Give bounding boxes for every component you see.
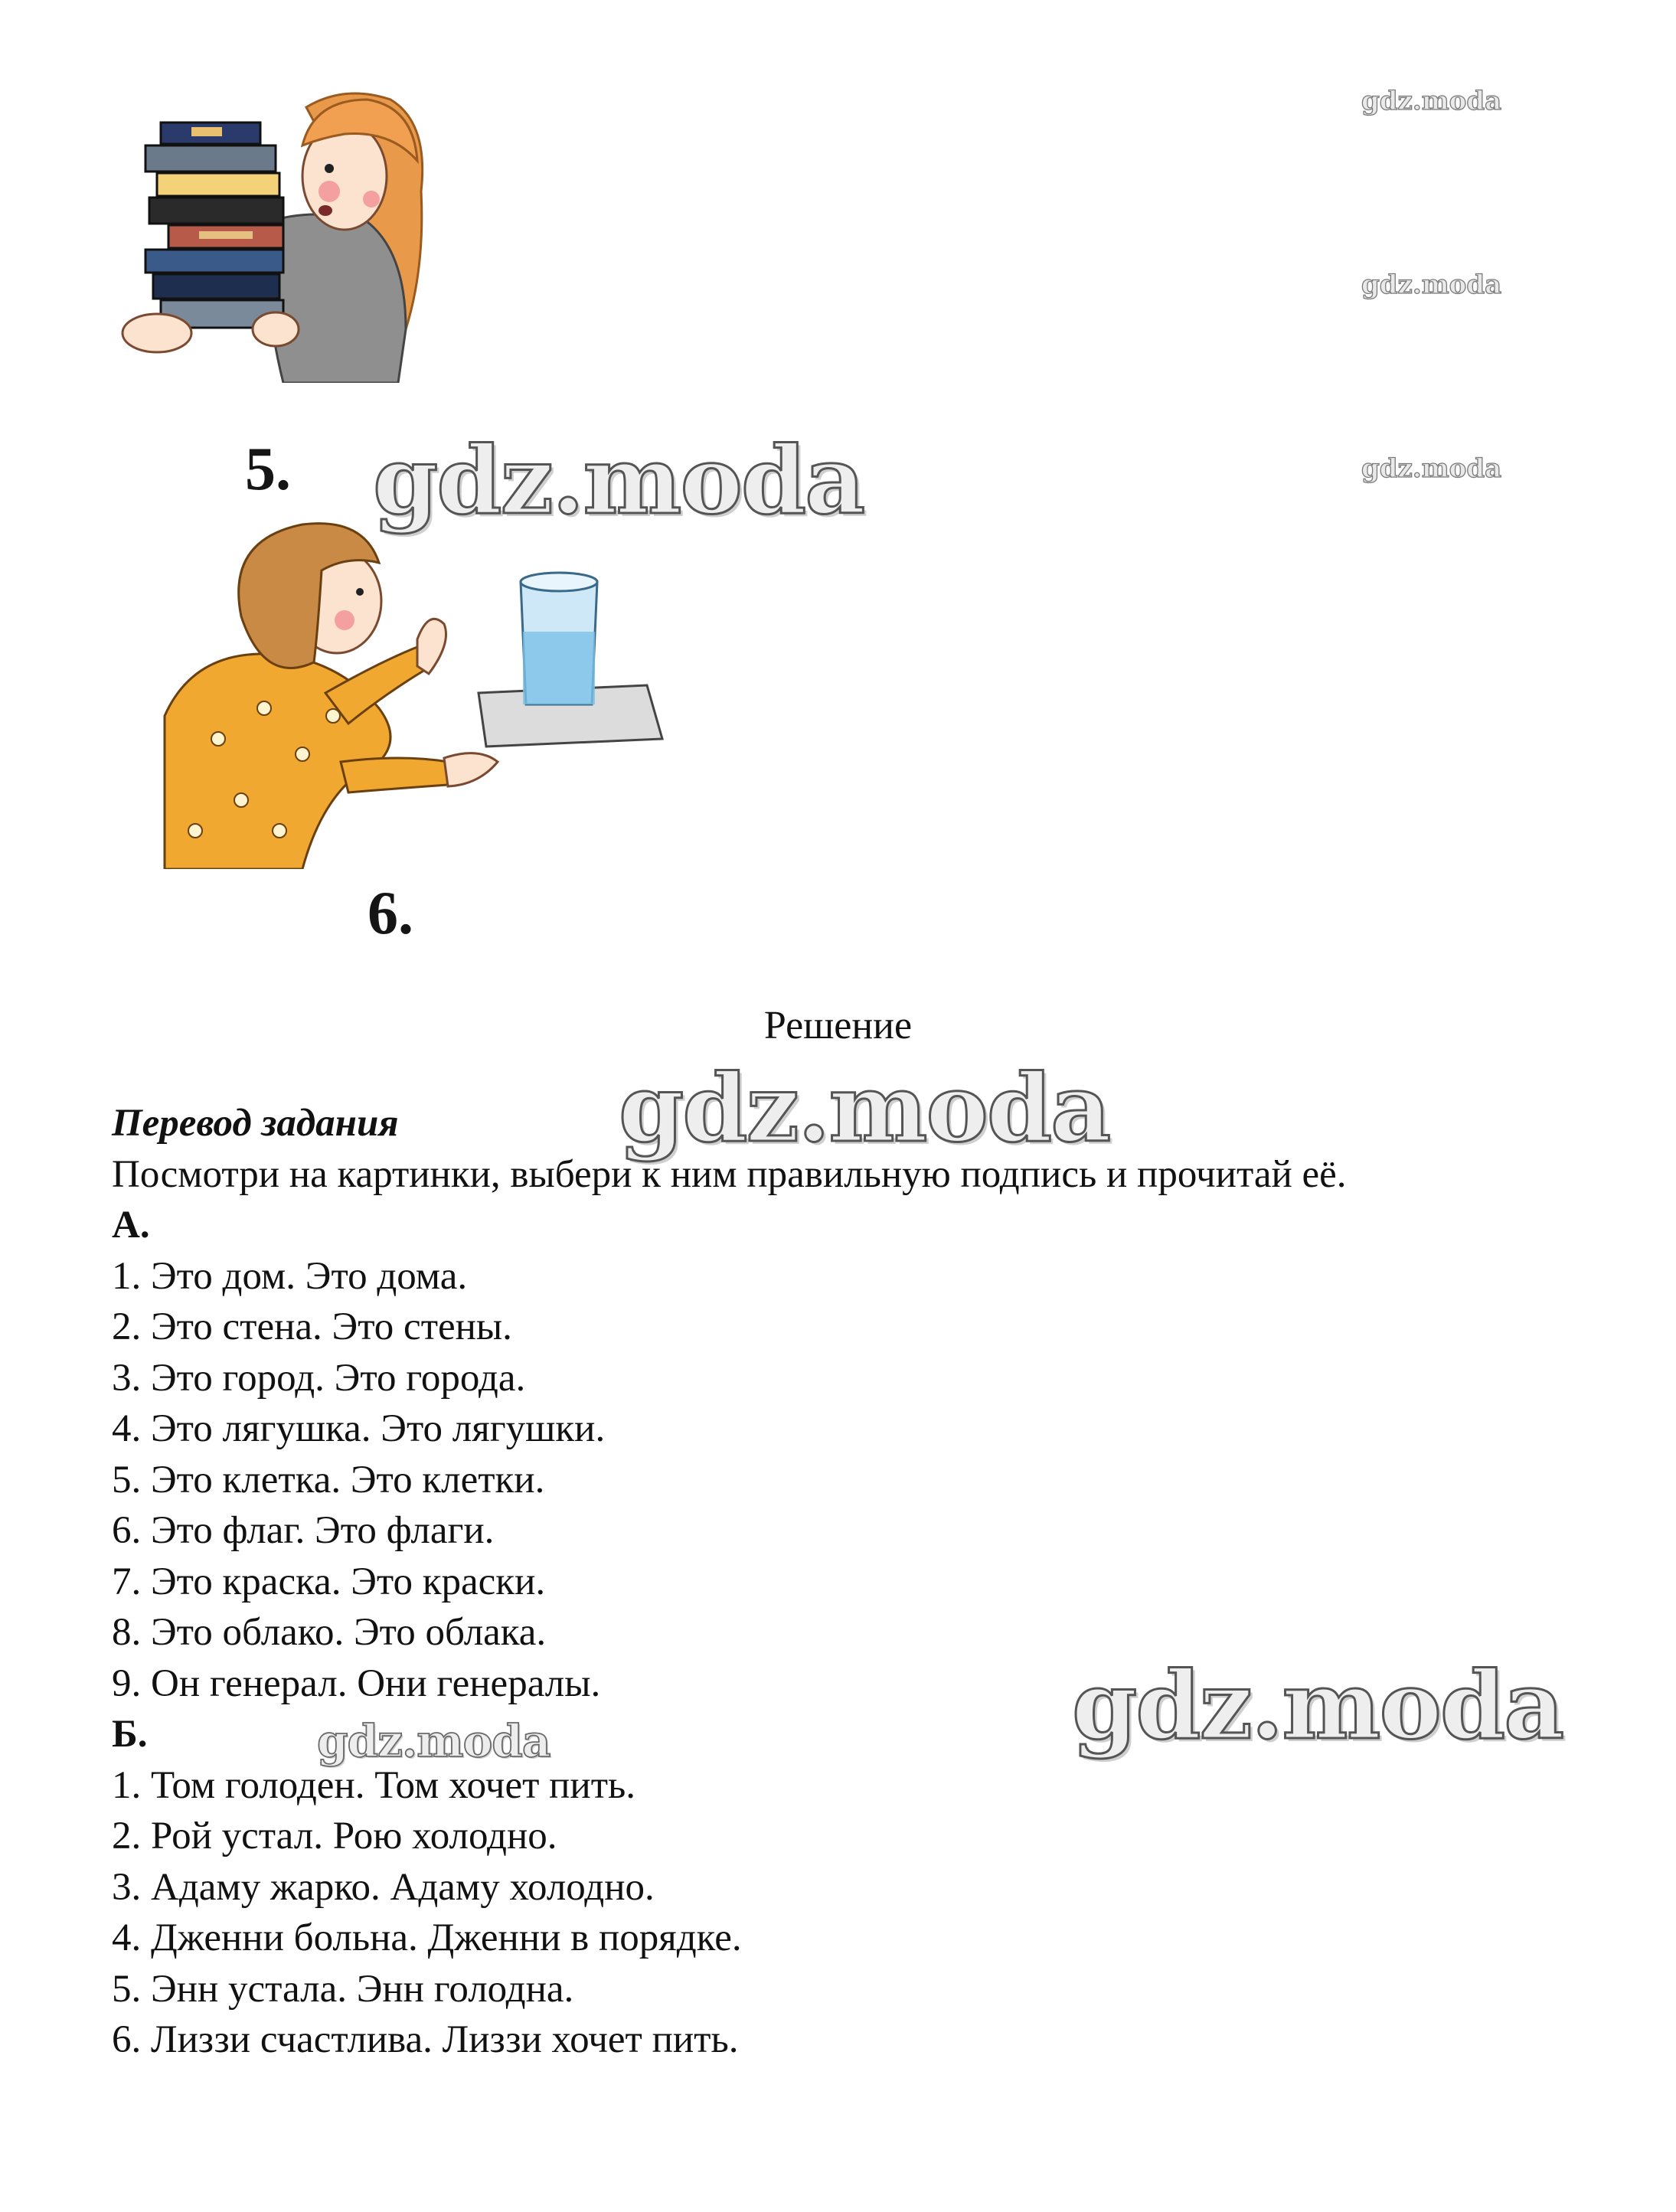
list-item: 5. Энн устала. Энн голодна. (112, 1967, 574, 2011)
section-a-label: А. (112, 1204, 150, 1246)
list-item: 7. Это краска. Это краски. (112, 1560, 546, 1603)
picture-number-6: 6. (368, 880, 413, 947)
list-item: 9. Он генерал. Они генералы. (112, 1661, 601, 1705)
solution-text (112, 1098, 1635, 2066)
watermark-large: gdz.moda (619, 1053, 1110, 1163)
list-item: 1. Том голоден. Том хочет пить. (112, 1763, 636, 1807)
watermark-small: gdz.moda (1361, 453, 1502, 484)
watermark-large: gdz.moda (1072, 1650, 1563, 1760)
list-item: 3. Это город. Это города. (112, 1356, 526, 1400)
list-item: 2. Рой устал. Рою холодно. (112, 1815, 557, 1857)
woman-with-glass-illustration (149, 509, 685, 869)
list-item: 1. Это дом. Это дома. (112, 1254, 468, 1298)
list-item: 5. Это клетка. Это клетки. (112, 1458, 545, 1501)
girl-with-books-illustration (115, 77, 452, 383)
list-item: 6. Это флаг. Это флаги. (112, 1509, 495, 1552)
section-b-label: Б. (112, 1713, 148, 1756)
list-item: 8. Это облако. Это облака. (112, 1611, 547, 1654)
watermark-small: gdz.moda (1361, 86, 1502, 116)
list-item: 6. Лиззи счастлива. Лиззи хочет пить. (112, 2018, 739, 2061)
watermark-large: gdz.moda (373, 425, 864, 535)
list-item: 3. Адаму жарко. Адаму холодно. (112, 1865, 655, 1909)
list-item: 4. Это лягушка. Это лягушки. (112, 1407, 606, 1450)
translation-heading: Перевод задания (112, 1102, 399, 1145)
list-item: 2. Это стена. Это стены. (112, 1305, 512, 1348)
instruction-text: Посмотри на картинки, выбери к ним правильную подпись и прочитай её. (112, 1152, 1347, 1196)
list-item: 4. Дженни больна. Дженни в порядке. (112, 1916, 742, 1959)
solution-title: Решение (763, 1004, 913, 1047)
picture-number-5: 5. (245, 436, 291, 503)
watermark-medium: gdz.moda (317, 1715, 550, 1767)
watermark-small: gdz.moda (1361, 270, 1502, 300)
